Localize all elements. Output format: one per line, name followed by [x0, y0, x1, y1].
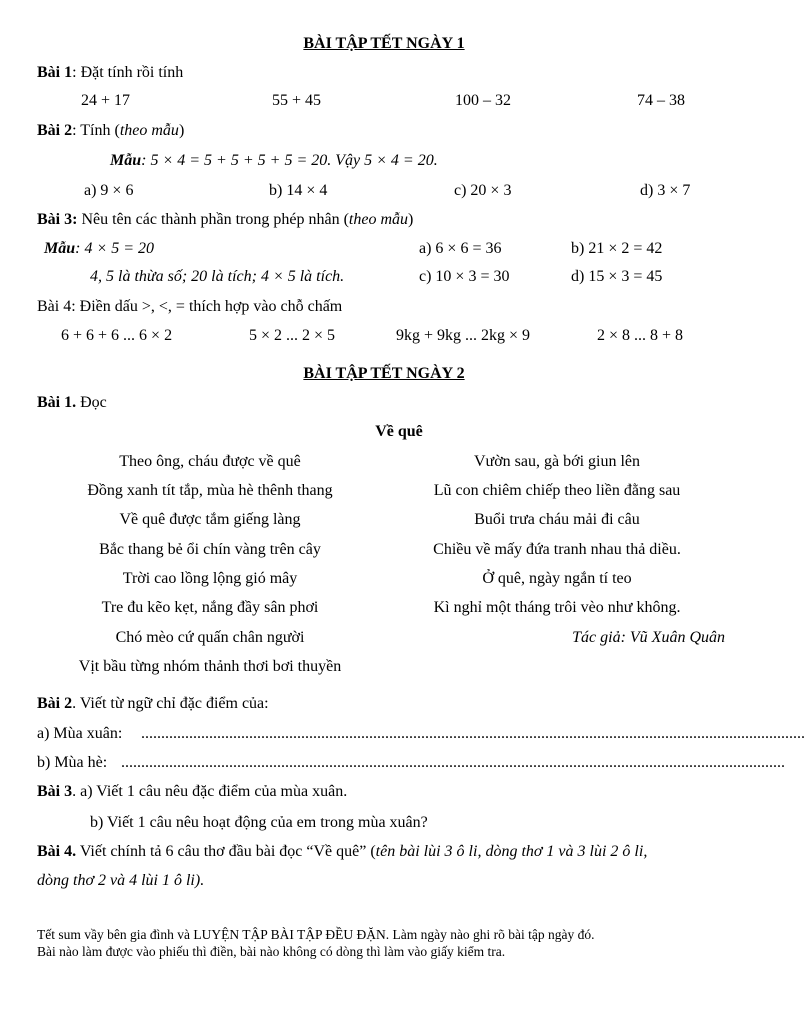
poem-line: Kì nghỉ một tháng trôi vèo như không.: [433, 599, 681, 616]
bai-label: Bài 1.: [37, 394, 77, 411]
bai3-item: d) 15 × 3 = 45: [571, 268, 663, 285]
bai2-dots-a[interactable]: ......................................................................................................................................................................: [141, 725, 805, 742]
bai3-item: b) 21 × 2 = 42: [571, 240, 663, 257]
bai2-label-a: a) Mùa xuân:: [37, 725, 123, 742]
bai1-item: 55 + 45: [272, 92, 322, 109]
poem-title: Về quê: [375, 423, 423, 440]
poem-line: Buổi trưa cháu mải đi câu: [474, 511, 640, 528]
day2-bai2-heading: [37, 694, 269, 714]
bai1-item: 100 – 32: [455, 92, 511, 109]
poem-line: Bắc thang bẻ ổi chín vàng trên cây: [99, 541, 321, 558]
bai2-item: b) 14 × 4: [269, 182, 328, 199]
bai4-continuation: dòng thơ 2 và 4 lùi 1 ô li).: [37, 872, 205, 889]
bai2-dots-b[interactable]: ......................................................................................................................................................................: [121, 754, 785, 771]
bai-text: : Tính (: [72, 122, 120, 139]
footer-note-line1: Tết sum vầy bên gia đình và LUYỆN TẬP BÀI TẬP ĐỀU ĐẶN. Làm ngày nào ghi rõ bài tập ngày đó.: [37, 927, 595, 942]
bai3-item: c) 10 × 3 = 30: [419, 268, 510, 285]
poem-line: Ở quê, ngày ngắn tí teo: [482, 570, 632, 587]
day2-title: BÀI TẬP TẾT NGÀY 2: [303, 365, 465, 382]
bai2-item: c) 20 × 3: [454, 182, 512, 199]
bai3-example-explanation: 4, 5 là thừa số; 20 là tích; 4 × 5 là tích.: [90, 268, 345, 285]
poem-line: Vườn sau, gà bới giun lên: [473, 453, 640, 470]
bai-text-italic: theo mẫu: [348, 211, 409, 228]
bai-text: . Viết từ ngữ chỉ đặc điểm của:: [72, 695, 269, 712]
bai-text: Nêu tên các thành phần trong phép nhân (: [77, 211, 349, 228]
day2-bai4-heading: [37, 842, 647, 862]
poem-line: Lũ con chiêm chiếp theo liền đằng sau: [433, 482, 681, 499]
bai2-answer-line-b: [37, 753, 107, 773]
day2-bai3-heading: [37, 782, 347, 802]
day2-bai1-heading: [37, 393, 107, 413]
bai-label: Bài 1: [37, 64, 73, 81]
bai1-item: 24 + 17: [81, 92, 131, 109]
day1-bai3-heading: [37, 210, 413, 230]
bai3-item: a) 6 × 6 = 36: [419, 240, 502, 257]
bai4-item: 2 × 8 ... 8 + 8: [597, 327, 684, 344]
bai2-example: [110, 151, 438, 171]
mau-label: Mẫu: [44, 240, 76, 257]
bai4-item: 5 × 2 ... 2 × 5: [249, 327, 336, 344]
mau-label: Mẫu: [110, 152, 142, 169]
poem-line: Vịt bầu từng nhóm thảnh thơi bơi thuyền: [78, 658, 342, 675]
bai4-item: 6 + 6 + 6 ... 6 × 2: [61, 327, 173, 344]
poem-line: Chó mèo cứ quấn chân người: [115, 629, 305, 646]
bai-text: ): [408, 211, 414, 228]
day1-bai4-heading: Bài 4: Điền dấu >, <, = thích hợp vào chỗ chấm: [37, 298, 343, 315]
day1-bai1-heading: [37, 63, 183, 83]
bai2-item: a) 9 × 6: [84, 182, 134, 199]
bai-text: . a) Viết 1 câu nêu đặc điểm của mùa xuân.: [72, 783, 348, 800]
poem-line: Chiều về mấy đứa tranh nhau thả diều.: [433, 541, 681, 558]
bai-label: Bài 4.: [37, 843, 77, 860]
bai3-part-b: b) Viết 1 câu nêu hoạt động của em trong mùa xuân?: [90, 814, 428, 831]
footer-note-line2: Bài nào làm được vào phiếu thì điền, bài nào không có dòng thì làm vào giấy kiểm tra.: [37, 944, 506, 959]
poem-line: Trời cao lồng lộng gió mây: [122, 570, 298, 587]
bai3-example: [44, 239, 154, 259]
bai-label: Bài 2: [37, 695, 73, 712]
bai-text: : Đặt tính rồi tính: [72, 64, 184, 81]
day1-title: BÀI TẬP TẾT NGÀY 1: [303, 35, 465, 52]
bai1-item: 74 – 38: [637, 92, 685, 109]
bai-text: ): [178, 122, 185, 139]
bai-text-italic: theo mẫu: [119, 122, 179, 139]
poem-line: Đồng xanh tít tắp, mùa hè thênh thang: [87, 482, 333, 499]
bai-label: Bài 3:: [37, 211, 78, 228]
mau-text: : 4 × 5 = 20: [75, 240, 155, 257]
bai-text: Viết chính tả 6 câu thơ đầu bài đọc “Về quê” (: [76, 843, 376, 860]
bai2-label-b: b) Mùa hè:: [37, 754, 108, 771]
poem-line: Theo ông, cháu được về quê: [119, 453, 301, 470]
poem-line: Tre đu kẽo kẹt, nắng đầy sân phơi: [101, 599, 319, 616]
poem-author: Tác giả: Vũ Xuân Quân: [572, 629, 725, 646]
bai-text-italic: tên bài lùi 3 ô li, dòng thơ 1 và 3 lùi 2 ô li,: [375, 843, 648, 860]
poem-line: Về quê được tắm giếng làng: [119, 511, 301, 528]
bai-label: Bài 2: [37, 122, 73, 139]
bai-label: Bài 3: [37, 783, 73, 800]
bai4-item: 9kg + 9kg ... 2kg × 9: [396, 327, 531, 344]
mau-text: : 5 × 4 = 5 + 5 + 5 + 5 = 20. Vậy 5 × 4 = 20.: [141, 152, 438, 169]
day1-bai2-heading: [37, 121, 184, 141]
bai2-item: d) 3 × 7: [640, 182, 691, 199]
bai-text: Đọc: [76, 394, 107, 411]
